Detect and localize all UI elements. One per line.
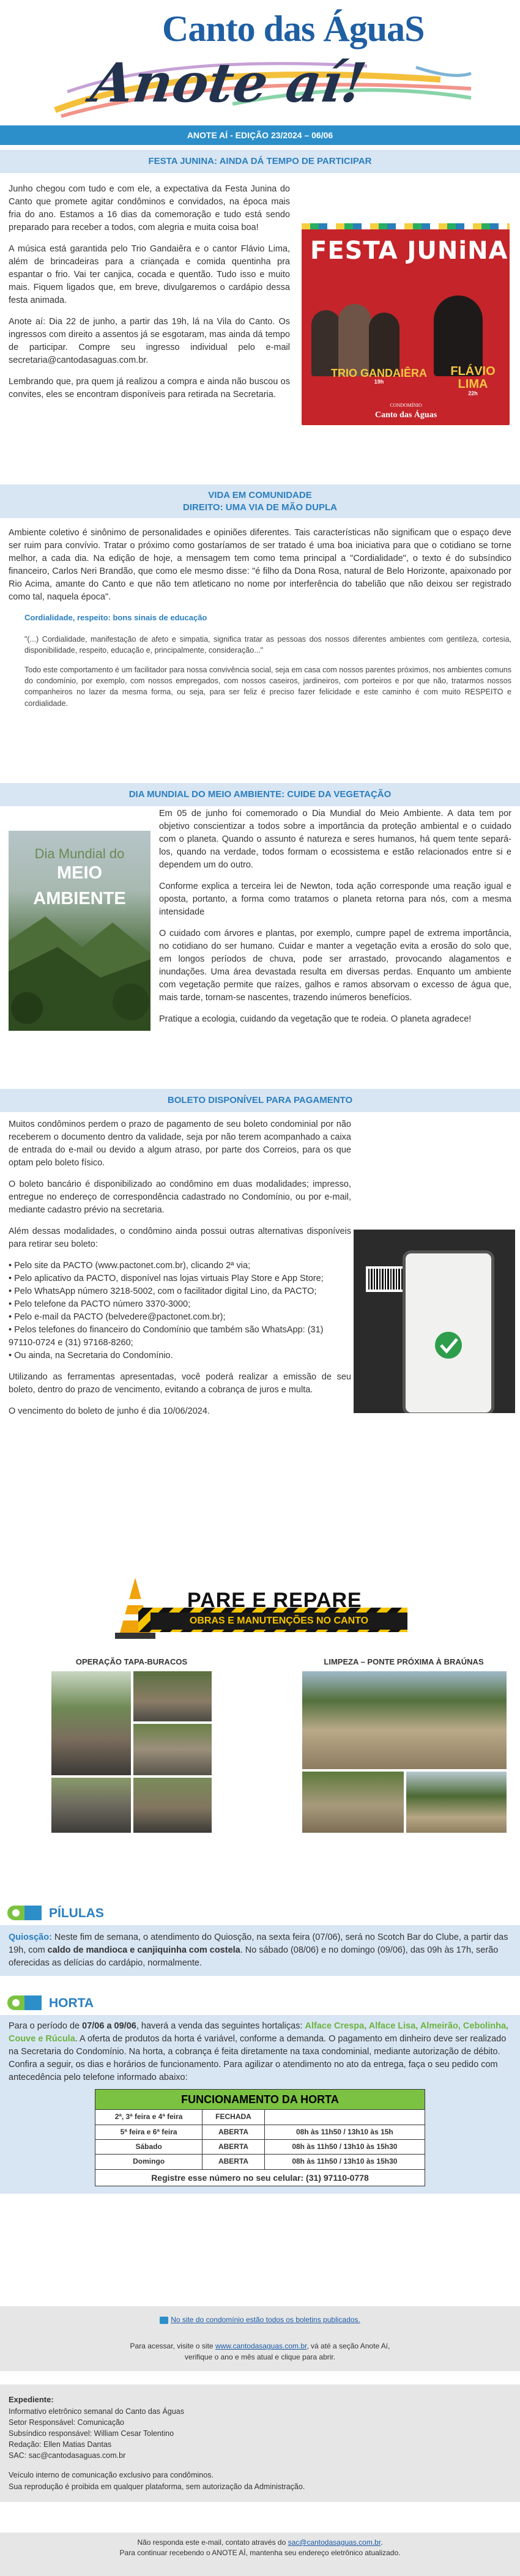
reply-line — [9, 2537, 511, 2548]
table-cell: 5ª feira e 6ª feira — [95, 2125, 202, 2139]
photo-group-title: LIMPEZA – PONTE PRÓXIMA À BRAÚNAS — [324, 1657, 484, 1666]
subheading: Cordialidade, respeito: bons sinais de educação — [24, 613, 207, 623]
pilulas-header — [0, 1899, 520, 1925]
road-repair-photo — [133, 1671, 212, 1721]
heading-line: DIREITO: UMA VIA DE MÃO DUPLA — [183, 502, 337, 513]
paragraph: Ambiente coletivo é sinônimo de personalidades e opiniões diferentes. Tais características não significam que o espaço deve ser ruim para convívio. Tratar o próximo como gostaríamos de ser tratado é uma boa iniciativa para que o cotidiano se torne melhor, a cada dia. Na edição de hoje, a mensagem tem como tema principal a "Cordialidade", o texto é do subsíndico financeiro, Carlos Neri Brandão, que como ele mesmo disse: "é filho da Dona Rosa, natural de Belo Horizonte, apaixonado por Rio Acima, amante do Canto e que não tem atleticano no nome por interferência do tabelião que não deixou ser registrado como tal, naquela época". — [9, 528, 511, 603]
bridge-cleaning-photo — [406, 1772, 507, 1833]
section-heading: FESTA JUNINA: AINDA DÁ TEMPO DE PARTICIPAR — [0, 150, 520, 173]
artist-figure — [338, 304, 371, 376]
meio-text — [159, 807, 511, 1034]
vida-text — [0, 518, 520, 604]
horta-period: 07/06 a 09/06 — [82, 2021, 136, 2031]
table-cell: 08h às 11h50 / 13h10 às 15h30 — [264, 2155, 425, 2169]
paragraph: Conforme explica a terceira lei de Newton, toda ação corresponde uma reação igual e oposta, portanto, a forma como tratamos o planeta retorna para nós, com a mesma intensidade — [159, 882, 511, 918]
table-cell: FECHADA — [202, 2110, 265, 2125]
site-link[interactable]: www.cantodasaguas.com.br — [215, 2342, 307, 2351]
archive-note — [0, 2306, 520, 2371]
list-item: • Pelo e-mail da PACTO (belvedere@pactonet.com.br); — [9, 1312, 226, 1323]
reply-text: Para continuar recebendo o ANOTE AÍ, mantenha seu endereço eletrônico atualizado. — [119, 2548, 401, 2558]
section-boleto — [0, 1089, 520, 1566]
paragraph: Muitos condôminos perdem o prazo de pagamento de seu boleto condominial por não receberem o documento dentro da validade, seja por não terem acompanhado a caixa de entrada do e-mail ou devido a algum atraso, por parte dos Correios, para os que optam pelo boleto físico. — [9, 1119, 351, 1168]
table-cell: Domingo — [95, 2155, 202, 2169]
heading-line: VIDA EM COMUNIDADE — [208, 490, 312, 500]
image-caption-line1: Dia Mundial do — [34, 846, 125, 861]
paragraph: Em 05 de junho foi comemorado o Dia Mundial do Meio Ambiente. A data tem por objetivo conscientizar a todos sobre a importância da proteção ambiental e o cuidado com o planeta. Quando o assunto é natureza e seres humanos, há quem tente separá-los, quando na verdade, todos formam o ecossistema e estão relacionados entre si e dependem um do outro. — [159, 809, 511, 870]
header — [0, 0, 520, 125]
poster-brand-name: Canto das Águas — [375, 410, 437, 420]
paragraph: O cuidado com árvores e plantas, por exemplo, cumpre papel de extrema importância, no cotidiano do ser humano. Cuidar e manter a vegetação evita a erosão do solo que, em longos períodos de chuva, pode ser arrastado, provocando alagamentos e inundações. Uma área devastada resulta em diversas perdas. Enquanto um ambiente com vegetação permite que raízes, galhos e ramos absorvam o excesso de água que, mais tarde, tornam-se nascentes, trazendo inúmeros benefícios. — [159, 929, 511, 1003]
pilulas-text: Neste fim de semana, o atendimento do Quiosção, na sexta feira (07/06), será no Scotch Bar do Clube, a partir das 19h, com — [9, 1932, 508, 1956]
access-text: , vá até a seção Anote Aí, — [306, 2342, 390, 2351]
checkmark-icon — [406, 1253, 491, 1412]
options-list — [9, 1260, 351, 1362]
artist1-time: 19h — [374, 378, 384, 385]
table-footer: Registre esse número no seu celular: (31) 97110-0778 — [95, 2169, 425, 2186]
expediente-line: Redação: Ellen Matias Dantas — [9, 2440, 112, 2449]
expediente-note: Sua reprodução é proibida em qualquer plataforma, sem autorização da Administração. — [9, 2482, 305, 2491]
list-item: • Pelo site da PACTO (www.pactonet.com.br), clicando 2ª via; — [9, 1261, 251, 1271]
table-row — [95, 2139, 425, 2154]
artist2-name: FLÁVIO LIMA — [450, 365, 496, 391]
anote-ai-logo: Anote aí! — [87, 51, 370, 114]
paragraph: Utilizando as ferramentas apresentadas, você poderá realizar a emissão de seu boleto, dentro do prazo de vencimento, evitando a cobrança de juros e multa. — [9, 1372, 351, 1395]
table-cell: 08h às 11h50 / 13h10 às 15h — [264, 2125, 425, 2139]
boleto-text — [9, 1118, 351, 1427]
sac-email-link[interactable]: sac@cantodasaguas.com.br — [288, 2538, 381, 2547]
expediente-line: Subsíndico responsável: William Cesar Tolentino — [9, 2429, 174, 2438]
paragraph: Anote aí: Dia 22 de junho, a partir das 19h, lá na Vila do Canto. Os ingressos com direito a assentos já se esgotaram, mas ainda dá tempo de participar. Compre seu ingresso individual pelo e-mail secretaria@cantodasaguas.com.br. — [9, 317, 290, 366]
archive-note-line — [9, 2315, 511, 2325]
section-vida-comunidade — [0, 484, 520, 777]
road-repair-photo — [51, 1778, 131, 1833]
artists-photo — [308, 284, 503, 376]
quote: "(...) Cordialidade, manifestação de afeto e simpatia, significa tratar as pessoas dos nossos diferentes ambientes com gentileza, cortesia, disponibilidade, respeito, educação e, principalmente, consideração..." — [24, 634, 511, 655]
road-repair-photo — [51, 1671, 131, 1775]
table-cell: 2ª, 3ª feira e 4ª feira — [95, 2110, 202, 2125]
pilulas-label: PÍLULAS — [49, 1906, 104, 1920]
list-item: • Pelo telefone da PACTO número 3370-3000; — [9, 1299, 191, 1310]
table-cell — [264, 2110, 425, 2125]
document-icon — [160, 2317, 168, 2324]
table-title: FUNCIONAMENTO DA HORTA — [95, 2090, 425, 2110]
boleto-phone-image — [354, 1230, 515, 1413]
pilulas-text: . No sábado (08/06) e no domingo (09/06), das 09h às 17h, serão oferecidas as delícias do cardápio, normalmente. — [9, 1945, 499, 1969]
pilulas-lead: Quiosção: — [9, 1932, 52, 1942]
poster-brand — [375, 402, 437, 421]
road-repair-photo — [133, 1778, 212, 1833]
environment-day-image — [9, 831, 150, 1031]
horta-header — [0, 1989, 520, 2015]
table-row — [95, 2125, 425, 2139]
section-meio-ambiente — [0, 777, 520, 1089]
pare-title: PARE E REPARE — [187, 1589, 362, 1612]
list-item: • Pelo aplicativo da PACTO, disponível nas lojas virtuais Play Store e App Store; — [9, 1274, 324, 1284]
artist-figure — [311, 310, 341, 376]
phone-graphic — [403, 1250, 494, 1413]
brand-logo: Canto das ÁguaS — [162, 9, 425, 49]
section-pare-repare — [0, 1566, 520, 1890]
reply-text: Não responda este e-mail, contato através do — [137, 2538, 288, 2547]
artist1-name: TRIO GANDAIÊRA — [331, 367, 427, 379]
pill-icon — [6, 1993, 43, 2013]
image-caption-line2: MEIO AMBIENTE — [33, 863, 126, 909]
list-item: • Pelo WhatsApp número 3218-5002, com o facilitador digital Lino, da PACTO; — [9, 1286, 317, 1297]
expediente-line: Informativo eletrônico semanal do Canto das Águas — [9, 2407, 184, 2416]
pill-icon — [6, 1903, 43, 1923]
horta-label: HORTA — [49, 1996, 94, 2010]
paragraph: Pratique a ecologia, cuidando da vegetação que te rodeia. O planeta agradece! — [159, 1014, 472, 1025]
quote-block — [24, 634, 511, 709]
table-cell: ABERTA — [202, 2155, 265, 2169]
mountain-illustration — [9, 904, 150, 1031]
pilulas-body — [0, 1925, 520, 1976]
festa-poster — [302, 223, 510, 425]
artist2-label — [436, 365, 510, 396]
section-pilulas — [0, 1899, 520, 1976]
reply-note — [0, 2533, 520, 2576]
horta-veggies: Alface Crespa, Alface Lisa, Almeirão, Cebolinha, Couve e Rúcula — [9, 2021, 509, 2044]
bunting-flags — [302, 223, 510, 229]
pare-repare-banner — [114, 1575, 407, 1646]
access-text: Para acessar, visite o site — [130, 2342, 215, 2351]
paragraph: Lembrando que, pra quem já realizou a compra e ainda não buscou os convites, eles se encontram disponíveis para retirada na Secretaria. — [9, 377, 290, 400]
horta-text: Para o período de — [9, 2021, 83, 2031]
section-heading — [0, 484, 520, 518]
reply-text: . — [381, 2538, 383, 2547]
expediente-line: Setor Responsável: Comunicação — [9, 2418, 124, 2427]
expediente-title: Expediente: — [9, 2395, 54, 2404]
expediente-line: SAC: sac@cantodasaguas.com.br — [9, 2451, 126, 2460]
paragraph: Além dessas modalidades, o condômino ainda possui outras alternativas disponíveis para retirar seu boleto: — [9, 1227, 351, 1250]
due-date: O vencimento do boleto de junho é dia 10/06/2024. — [9, 1406, 210, 1417]
table-row — [95, 2110, 425, 2125]
poster-brand-small: CONDOMÍNIO — [390, 403, 422, 408]
list-item: • Ou ainda, na Secretaria do Condomínio. — [9, 1351, 173, 1361]
horta-text: . A oferta de produtos da horta é variável, conforme a demanda. O pagamento em dinheiro deve ser realizado na Secretaria do Condomínio. Na horta, a cobrança é feita diretamente na taxa condominial, mediante autorização de débito. Confira a seguir, os dias e horários de funcionamento. Para agilizar o atendimento no ato da entrega, faça o seu pedido com antecedência pelo telefone informado abaixo: — [9, 2034, 507, 2083]
festa-text — [9, 183, 290, 410]
bridge-cleaning-photo — [302, 1671, 507, 1769]
expediente — [0, 2385, 520, 2502]
table-row — [95, 2155, 425, 2169]
table-cell: ABERTA — [202, 2139, 265, 2154]
section-heading: BOLETO DISPONÍVEL PARA PAGAMENTO — [0, 1089, 520, 1112]
quote: Todo este comportamento é um facilitador para nossa convivência social, seja em casa com nossos parentes próximos, nos ambientes comuns do condomínio, por exemplo, com nossos empregados, com nossos caseiros, jardineiros, com porteiros e por que não, tratarmos nossos companheiros no lazer da mesma forma, ou seja, para ser feliz é preciso fazer felicidade e este caminho é com muito RESPEITO e cordialidade. — [24, 666, 511, 708]
horta-body — [0, 2015, 520, 2194]
road-repair-photo — [133, 1724, 212, 1775]
paragraph: A música está garantida pelo Trio Gandaiêra e o cantor Flávio Lima, além de brincadeiras para a criançada e comida quentinha pra espantar o frio. Vai ter canjica, cocada e quentão. Tudo isso e muito mais. Fiquem ligados que, em breve, divulgaremos o cardápio dessa festa animada. — [9, 244, 290, 306]
horta-text: , haverá a venda das seguintes hortaliças: — [136, 2021, 305, 2031]
horta-schedule-table — [95, 2089, 425, 2186]
table-cell: 08h às 11h50 / 13h10 às 15h30 — [264, 2139, 425, 2154]
artist1-label — [331, 368, 427, 385]
bridge-cleaning-photo — [302, 1772, 404, 1833]
access-instructions — [9, 2341, 511, 2351]
poster-title: FESTA JUNiNA — [310, 237, 508, 265]
table-cell: ABERTA — [202, 2125, 265, 2139]
paragraph: Junho chegou com tudo e com ele, a expectativa da Festa Junina do Canto que promete agitar condôminos e convidados, na época mais fria do ano. Estamos a 16 dias da comemoração e tudo está sendo preparado para receber a todos, com alegria e muita coisa boa! — [9, 184, 290, 233]
pilulas-highlight: caldo de mandioca e canjiquinha com costela — [47, 1945, 240, 1956]
artist2-time: 22h — [468, 390, 478, 396]
paragraph: O boleto bancário é disponibilizado ao condômino em duas modalidades; impresso, entregue no endereço de correspondência cadastrado no Condomínio, ou por e-mail, mediante cadastro prévio na secretaria. — [9, 1179, 351, 1216]
section-festa-junina — [0, 145, 520, 484]
archive-note-text: No site do condomínio estão todos os boletins publicados. — [171, 2315, 360, 2324]
section-horta — [0, 1989, 520, 2194]
edition-bar: ANOTE AÍ - EDIÇÃO 23/2024 – 06/06 — [0, 125, 520, 145]
photo-group-title: OPERAÇÃO TAPA-BURACOS — [75, 1657, 188, 1666]
table-cell: Sábado — [95, 2139, 202, 2154]
access-text: verifique o ano e mês atual e clique para abrir. — [184, 2352, 336, 2361]
list-item: • Pelos telefones do financeiro do Condomínio que também são WhatsApp: (31) 97110-0724 e (31) 97168-8260; — [9, 1325, 324, 1348]
expediente-note: Veículo interno de comunicação exclusivo para condôminos. — [9, 2471, 214, 2480]
pare-subtitle: OBRAS E MANUTENÇÕES NO CANTO — [150, 1613, 407, 1630]
section-heading: DIA MUNDIAL DO MEIO AMBIENTE: CUIDE DA VEGETAÇÃO — [0, 783, 520, 806]
